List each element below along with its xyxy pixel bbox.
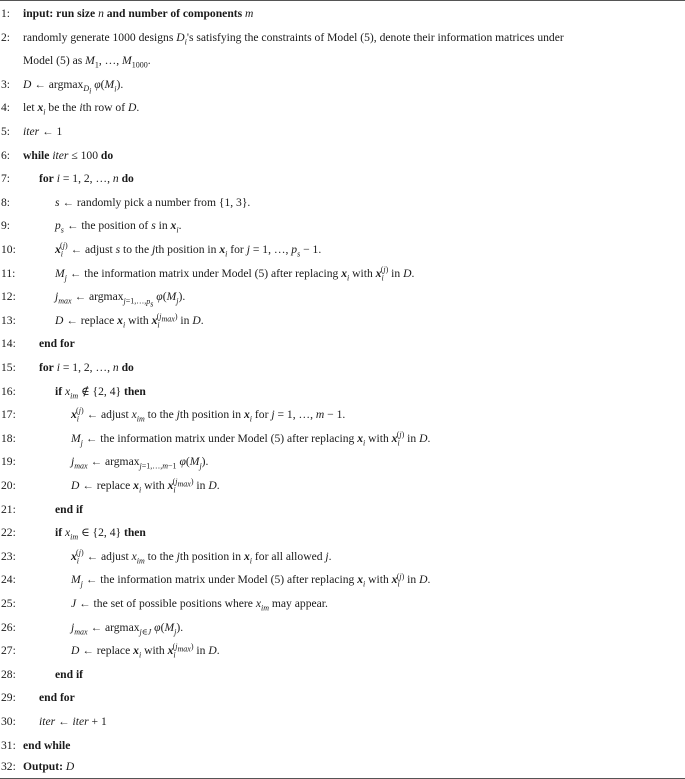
line-text: $j_{max}$ ← argmax$_{j=1,\dots,m-1}$ $\varphi(M_j)$. bbox=[71, 455, 209, 471]
algo-line-20 bbox=[0, 474, 685, 498]
line-number: 27: bbox=[1, 644, 16, 658]
algo-line-31 bbox=[0, 734, 685, 758]
algo-line-3 bbox=[0, 73, 685, 97]
algo-line-27 bbox=[0, 639, 685, 663]
algo-line-4 bbox=[0, 96, 685, 120]
line-text: D ← replace $x_i$ with $x_i^{(j_{max})}$ in D. bbox=[71, 642, 220, 660]
line-number: 28: bbox=[1, 667, 16, 681]
algo-line-2-continued bbox=[0, 49, 685, 73]
line-text: end if bbox=[55, 667, 84, 681]
line-number: 30: bbox=[1, 715, 16, 728]
algo-line-29 bbox=[0, 686, 685, 710]
line-text: while iter ≤ 100 do bbox=[23, 148, 114, 162]
line-text: s ← randomly pick a number from {1, 3}. bbox=[55, 195, 251, 209]
algo-line-15 bbox=[0, 356, 685, 380]
line-number: 19: bbox=[1, 455, 16, 469]
algo-line-25 bbox=[0, 592, 685, 616]
algo-line-32 bbox=[0, 755, 685, 779]
line-text: for i = 1, 2, …, n do bbox=[39, 172, 134, 186]
line-number: 6: bbox=[1, 148, 11, 162]
line-text: for i = 1, 2, …, n do bbox=[39, 361, 134, 374]
algo-line-19 bbox=[0, 450, 685, 474]
line-number: 3: bbox=[1, 77, 11, 91]
line-text: Model (5) as $M_1$, …, $M_{1000}$. bbox=[23, 54, 151, 70]
line-number: 31: bbox=[1, 738, 16, 752]
algo-line-5 bbox=[0, 120, 685, 144]
line-text: D ← replace $x_i$ with $x_i^{(j_{max})}$ in D. bbox=[55, 311, 204, 330]
line-number: 8: bbox=[1, 195, 11, 209]
line-text: $p_s$ ← the position of s in $x_i$. bbox=[55, 219, 182, 235]
line-number: 18: bbox=[1, 431, 16, 445]
line-text: $M_j$ ← the information matrix under Model (5) after replacing $x_i$ with $x_i^{(j)}$ in D. bbox=[71, 571, 431, 589]
line-text: J ← the set of possible positions where $x_{im}$ may appear. bbox=[71, 597, 328, 613]
line-number: 14: bbox=[1, 337, 16, 351]
line-text: $j_{max}$ ← argmax$_{j=1,\dots,p_s}$ $\varphi(M_j)$. bbox=[55, 290, 186, 309]
line-number: 29: bbox=[1, 691, 16, 705]
line-number: 20: bbox=[1, 479, 16, 492]
line-text: end for bbox=[39, 691, 75, 705]
line-text: $x_i^{(j)}$ ← adjust $x_{im}$ to the jth position in $x_i$ for all allowed j. bbox=[71, 547, 332, 566]
line-number: 17: bbox=[1, 408, 16, 422]
line-number: 16: bbox=[1, 384, 16, 398]
line-number: 24: bbox=[1, 573, 16, 587]
algo-line-26 bbox=[0, 616, 685, 640]
line-text: D ← argmax$_{D_i}$ $\varphi(M_i)$. bbox=[23, 77, 124, 96]
algo-line-6 bbox=[0, 144, 685, 168]
line-text: D ← replace $x_i$ with $x_i^{(j_{max})}$ in D. bbox=[71, 477, 220, 495]
algo-line-21 bbox=[0, 498, 685, 522]
line-number: 32: bbox=[1, 760, 16, 773]
line-text: end while bbox=[23, 738, 71, 752]
algo-line-10 bbox=[0, 238, 685, 262]
line-text: $j_{max}$ ← argmax$_{j\in J}$ $\varphi(M_j)$. bbox=[71, 620, 184, 636]
line-number: 10: bbox=[1, 243, 16, 256]
line-number: 15: bbox=[1, 361, 16, 374]
line-number: 11: bbox=[1, 266, 16, 280]
algo-line-1 bbox=[0, 2, 685, 26]
line-text: if $x_{im}$ ∈ {2, 4} then bbox=[55, 526, 146, 542]
algo-line-28 bbox=[0, 663, 685, 687]
algo-line-18 bbox=[0, 427, 685, 451]
line-text: iter ← iter + 1 bbox=[39, 715, 107, 728]
line-number: 22: bbox=[1, 526, 16, 540]
line-text: $x_i^{(j)}$ ← adjust $x_{im}$ to the jth position in $x_i$ for j = 1, …, m − 1. bbox=[71, 406, 346, 424]
algo-line-9 bbox=[0, 214, 685, 238]
line-text: iter ← 1 bbox=[23, 125, 63, 138]
line-number: 4: bbox=[1, 101, 11, 115]
line-number: 2: bbox=[1, 30, 11, 44]
algo-line-24 bbox=[0, 568, 685, 592]
line-number: 13: bbox=[1, 313, 16, 327]
line-number: 25: bbox=[1, 597, 16, 610]
line-text: $M_j$ ← the information matrix under Model (5) after replacing $x_i$ with $x_i^{(j)}$ in D. bbox=[71, 429, 431, 448]
algo-line-11 bbox=[0, 262, 685, 286]
line-number: 7: bbox=[1, 172, 11, 186]
line-text: input: run size n and number of components m bbox=[23, 7, 254, 20]
algo-line-7 bbox=[0, 167, 685, 191]
algo-line-12 bbox=[0, 285, 685, 309]
algo-line-14 bbox=[0, 332, 685, 356]
line-text: if $x_{im}$ ∉ {2, 4} then bbox=[55, 384, 146, 400]
line-number: 5: bbox=[1, 125, 11, 138]
line-number: 12: bbox=[1, 290, 16, 304]
line-text: randomly generate 1000 designs $D_i's$ satisfying the constraints of Model (5), denote their information matrices under bbox=[23, 30, 564, 46]
line-number: 21: bbox=[1, 502, 16, 516]
line-number: 23: bbox=[1, 549, 16, 563]
line-text: $M_j$ ← the information matrix under Model (5) after replacing $x_i$ with $x_i^{(j)}$ in D. bbox=[55, 264, 415, 282]
algo-line-16 bbox=[0, 380, 685, 404]
algo-line-22 bbox=[0, 521, 685, 545]
line-text: let $x_i$ be the ith row of D. bbox=[23, 101, 140, 117]
algo-line-13 bbox=[0, 309, 685, 333]
line-number: 26: bbox=[1, 620, 16, 634]
line-text: end for bbox=[39, 337, 75, 351]
line-number: 1: bbox=[1, 7, 11, 20]
line-number: 9: bbox=[1, 219, 11, 233]
algo-line-30 bbox=[0, 710, 685, 734]
line-text: $x_i^{(j)}$ ← adjust s to the jth position in $x_i$ for j = 1, …, $p_s - 1$. bbox=[55, 241, 322, 259]
algo-line-17 bbox=[0, 403, 685, 427]
line-text: end if bbox=[55, 502, 84, 516]
algo-line-8 bbox=[0, 191, 685, 215]
line-text: Output: D bbox=[23, 760, 75, 773]
algo-line-23 bbox=[0, 545, 685, 569]
algo-line-2 bbox=[0, 26, 685, 50]
